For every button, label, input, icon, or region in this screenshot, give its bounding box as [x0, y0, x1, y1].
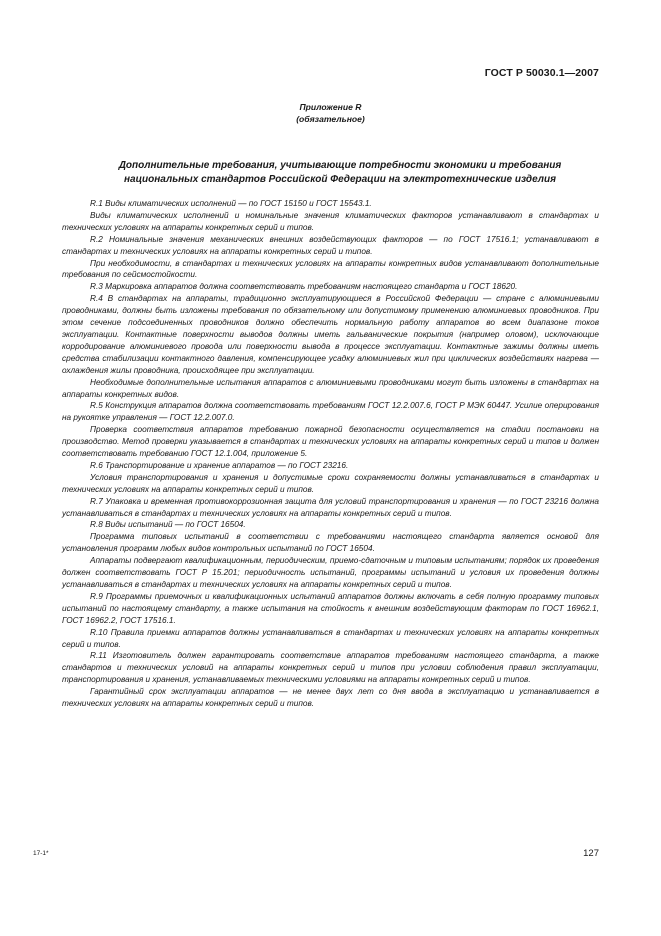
- paragraph: R.7 Упаковка и временная противокоррозионная защита для условий транспортирования и хранения — по ГОСТ 23216 должна устанавливаться в стандартах и технических условиях на аппараты конкретных серий и типов.: [62, 496, 599, 518]
- paragraph: R.11 Изготовитель должен гарантировать соответствие аппаратов требованиям настоящего стандарта, а также стандартов и технических условий на аппараты конкретных серий и типов при условии соблюдения правил эксплуатации, транспортирования и хранения, устанавливаемых техническими условиями на аппараты конкретных серий и типов.: [62, 651, 599, 685]
- paragraph: R.2 Номинальные значения механических внешних воздействующих факторов — по ГОСТ 17516.1; устанавливают в стандартах и технических условиях на аппараты конкретных серий и типов.: [62, 234, 599, 256]
- paragraph: R.9 Программы приемочных и квалификационных испытаний аппаратов должны включать в себя полную программу типовых испытаний по настоящему стандарту, а также испытания на стойкость к внешним воздействующим факторам по ГОСТ 16962.1, ГОСТ 16962.2, ГОСТ 17516.1.: [62, 591, 599, 625]
- paragraph: Гарантийный срок эксплуатации аппаратов — не менее двух лет со дня ввода в эксплуатацию и устанавливается в технических условиях на аппараты конкретных серий и типов.: [62, 687, 599, 709]
- paragraph: Проверка соответствия аппаратов требованию пожарной безопасности осуществляется на стадии постановки на производство. Метод проверки указывается в стандартах и технических условиях на аппараты конкретных серий и типов и должен соответствовать требованию ГОСТ 12.1.004, приложение 5.: [62, 425, 599, 459]
- paragraph: R.4 В стандартах на аппараты, традиционно эксплуатирующиеся в Российской Федерации — стране с алюминиевыми проводниками, должны быть изложены требования по обязательному или допустимому применению алюминиевых проводников. При этом сечение подсоединенных проводников должно обеспечить нормальную работу аппаратов во всем диапазоне токов эксплуатации. Контактные поверхности выводов должны иметь гальванические покрытия (например оловом), исключающие корродирование алюминиевого провода или поверхности вывода в процессе эксплуатации. Контактные зажимы должны иметь средства стабилизации контактного давления, компенсирующее усадку алюминиевых жил при циклических воздействиях нагрева — охлаждения жилы проводника, происходящее при эксплуатации.: [62, 294, 599, 375]
- appendix-label: Приложение R: [299, 102, 362, 112]
- appendix-status: (обязательное): [296, 114, 365, 124]
- appendix-title: [70, 159, 610, 187]
- body-text: [62, 198, 599, 710]
- paragraph: Аппараты подвергают квалификационным, периодическим, приемо-сдаточным и типовым испытаниям; порядок их проведения должен соответствовать ГОСТ Р 15.201; периодичность испытаний, программы испытаний и условия их проведения должны устанавливаться в стандартах и технических условиях на аппараты конкретных серий и типов.: [62, 556, 599, 589]
- paragraph: Программа типовых испытаний в соответствии с требованиями настоящего стандарта является основой для установления программ любых видов контрольных испытаний по ГОСТ 16504.: [62, 532, 599, 554]
- paragraph: R.5 Конструкция аппаратов должна соответствовать требованиям ГОСТ 12.2.007.6, ГОСТ Р МЭК 60447. Усилие оперирования на рукоятке управления — ГОСТ 12.2.007.0.: [62, 401, 599, 423]
- sheet-mark: 17-1*: [33, 850, 49, 857]
- standard-code: ГОСТ Р 50030.1—2007: [484, 67, 599, 79]
- paragraph: R.10 Правила приемки аппаратов должны устанавливаться в стандартах и технических условиях на аппараты конкретных серий и типов.: [62, 627, 599, 649]
- title-line-1: Дополнительные требования, учитывающие потребности экономики и требования: [118, 160, 562, 171]
- paragraph: R.3 Маркировка аппаратов должна соответствовать требованиям настоящего стандарта и ГОСТ 18620.: [90, 282, 518, 292]
- paragraph: Виды климатических исполнений и номинальные значения климатических факторов устанавливают в стандартах и технических условиях на аппараты конкретных серий и типов.: [62, 210, 599, 232]
- paragraph: При необходимости, в стандартах и технических условиях на аппараты конкретных видов устанавливают дополнительные требования по сейсмостойкости.: [62, 258, 599, 280]
- page-number: 127: [583, 848, 599, 859]
- paragraph: R.8 Виды испытаний — по ГОСТ 16504.: [90, 520, 246, 530]
- paragraph: Необходимые дополнительные испытания аппаратов с алюминиевыми проводниками могут быть изложены в стандартах на аппараты конкретных видов.: [62, 377, 599, 399]
- paragraph: Условия транспортирования и хранения и допустимые сроки сохраняемости должны устанавливаться в стандартах и технических условиях на аппараты конкретных серий и типов.: [62, 472, 599, 494]
- appendix-heading: [0, 101, 661, 125]
- paragraph: R.1 Виды климатических исполнений — по ГОСТ 15150 и ГОСТ 15543.1.: [90, 199, 372, 208]
- paragraph: R.6 Транспортирование и хранение аппаратов — по ГОСТ 23216.: [90, 460, 349, 470]
- title-line-2: национальных стандартов Российской Федерации на электротехнические изделия: [123, 174, 557, 185]
